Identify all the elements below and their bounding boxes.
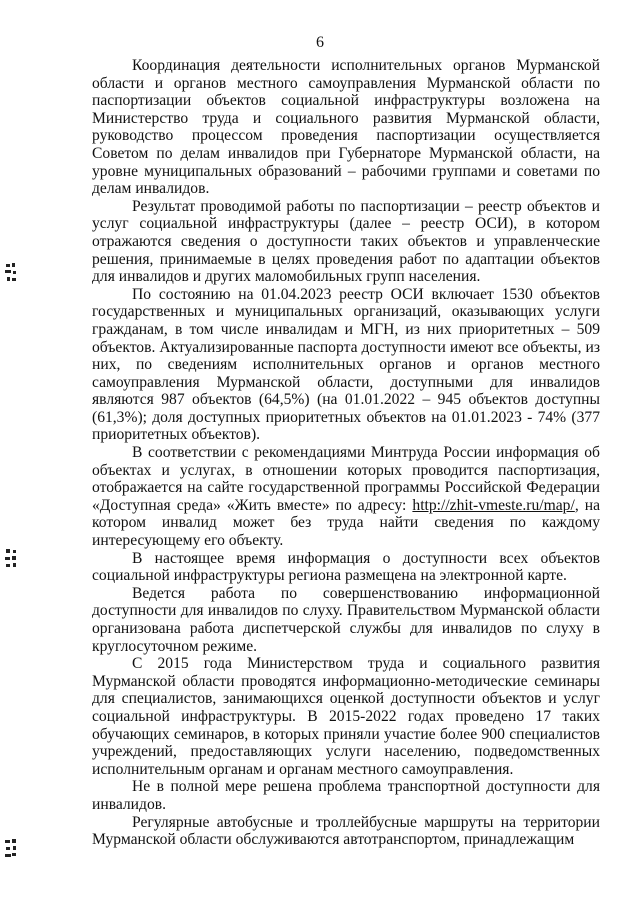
paragraph-registry-result: Результат проводимой работы по паспортизации – реестр объектов и услуг социальной инфраструктуры (далее – реестр ОСИ), в котором отражаются сведения о доступности таких объектов и управленческие решения, принимаемые в целях проведения работ по адаптации объектов для инвалидов и других маломобильных групп населения.	[92, 197, 600, 286]
scan-artifact-mark	[4, 548, 18, 572]
document-body	[92, 57, 600, 849]
page-number: 6	[316, 34, 324, 51]
paragraph-coordination: Координация деятельности исполнительных органов Мурманской области и органов местного самоуправления Мурманской области по паспортизации объектов социальной инфраструктуры возложена на Министерство труда и социального развития Мурманской области, руководство процессом проведения паспортизации осуществляется Советом по делам инвалидов при Губернаторе Мурманской области, на уровне муниципальных образований – рабочими группами и советами по делам инвалидов.	[92, 57, 600, 198]
paragraph-text-after-link: , на котором инвалид может без труда найти сведения по каждому интересующему его объекту.	[92, 496, 600, 550]
zhit-vmeste-link[interactable]: http://zhit-vmeste.ru/map/	[412, 496, 575, 514]
paragraph-electronic-map: В настоящее время информация о доступности всех объектов социальной инфраструктуры региона размещена на электронной карте.	[92, 549, 600, 585]
paragraph-transport-problem: Не в полной мере решена проблема транспортной доступности для инвалидов.	[92, 778, 600, 813]
paragraph-mintrud-recommendations	[92, 444, 600, 550]
paragraph-seminars: С 2015 года Министерством труда и социального развития Мурманской области проводятся информационно-методические семинары для специалистов, занимающихся оценкой доступности объектов и услуг социальной инфраструктуры. В 2015-2022 годах проведено 17 таких обучающих семинаров, в которых приняли участие более 900 специалистов учреждений, предоставляющих услуги населению, подведомственных исполнительным органам и органам местного самоуправления.	[92, 655, 600, 778]
scan-artifact-mark	[4, 262, 18, 286]
paragraph-bus-routes: Регулярные автобусные и троллейбусные маршруты на территории Мурманской области обслуживаются автотранспортом, принадлежащим	[92, 813, 600, 849]
paragraph-hearing-accessibility: Ведется работа по совершенствованию информационной доступности для инвалидов по слуху. Правительством Мурманской области организована работа диспетчерской службы для инвалидов по слуху в круглосуточном режиме.	[92, 584, 600, 655]
paragraph-text-before-link: В соответствии с рекомендациями Минтруда России информация об объектах и услугах, в отношении которых проводится паспортизация, отображается на сайте государственной программы Российской Федерации «Доступная среда» «Жить вместе» по адресу:	[92, 444, 600, 514]
scan-artifact-mark	[4, 838, 18, 862]
paragraph-registry-stats: По состоянию на 01.04.2023 реестр ОСИ включает 1530 объектов государственных и муниципальных организаций, оказывающих услуги гражданам, в том числе инвалидам и МГН, из них приоритетных – 509 объектов. Актуализированные паспорта доступности имеют все объекты, из них, по сведениям исполнительных органов и органов местного самоуправления Мурманской области, доступными для инвалидов являются 987 объектов (64,5%) (на 01.01.2022 – 945 объектов доступны (61,3%); доля доступных приоритетных объектов на 01.01.2023 - 74% (377 приоритетных объектов).	[92, 285, 600, 444]
